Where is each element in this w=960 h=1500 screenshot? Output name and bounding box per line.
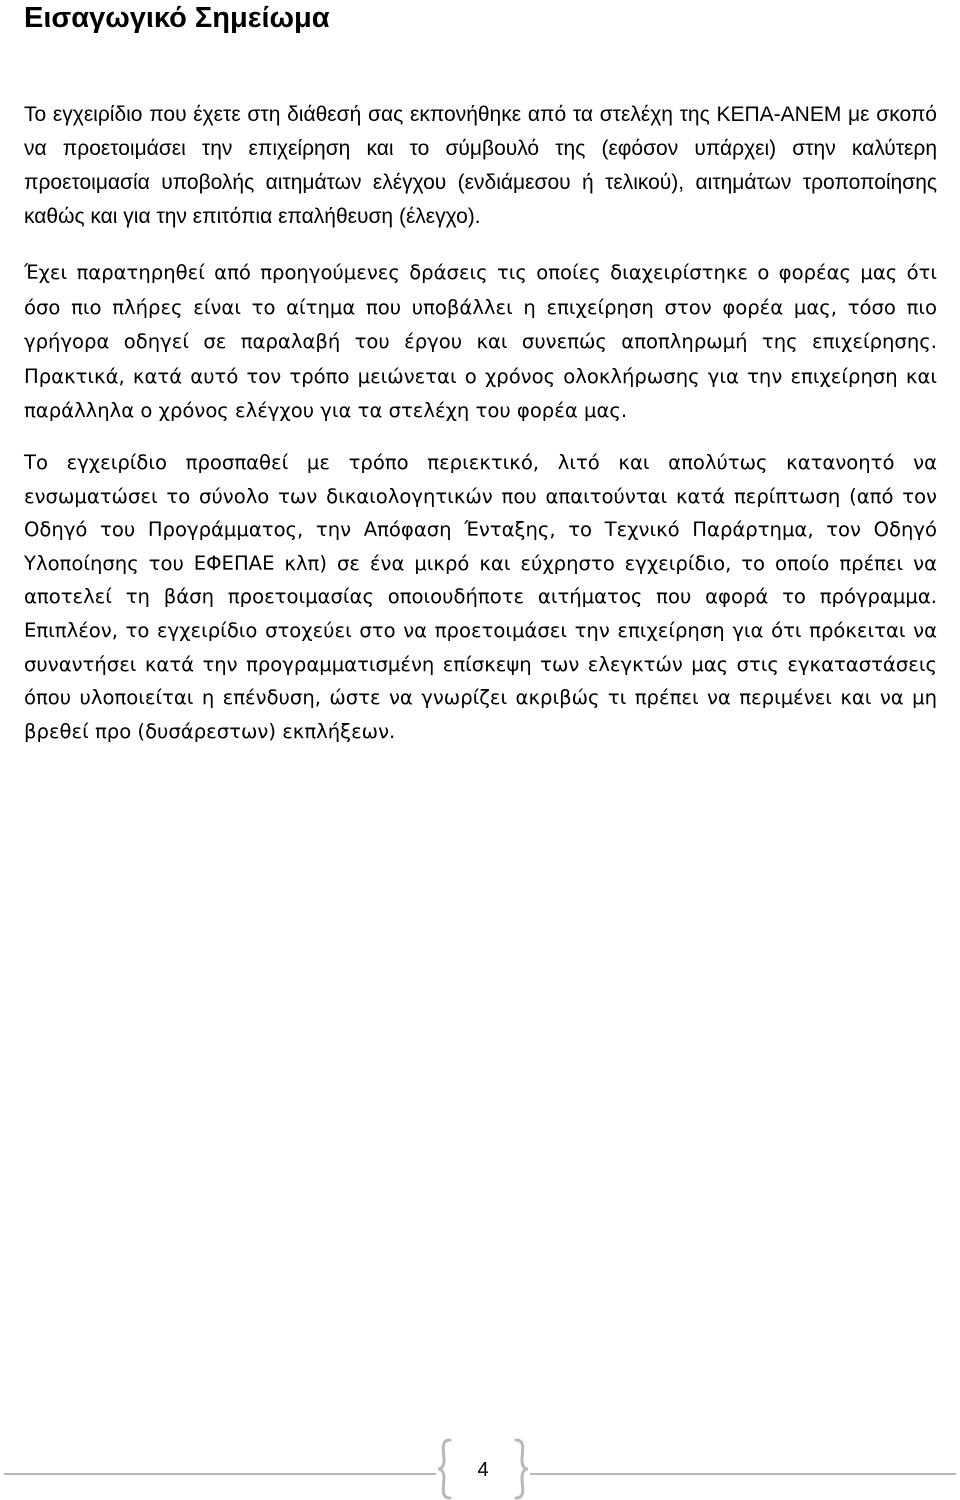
intro-paragraph-1: Το εγχειρίδιο που έχετε στη διάθεσή σας εκπονήθηκε από τα στελέχη της ΚΕΠΑ-ΑΝΕΜ με σκοπό να προετοιμάσει την επιχείρηση και το σύμβουλό της (εφόσον υπάρχει) στην καλύτερη προετοιμασία υποβολής αιτημάτων ελέγχου (ενδιάμεσου ή τελικού), αιτημάτων τροποποίησης καθώς και για την επιτόπια επαλήθευση (έλεγχο). bbox=[24, 103, 937, 228]
intro-paragraph-2: Έχει παρατηρηθεί από προηγούμενες δράσεις τις οποίες διαχειρίστηκε ο φορέας μας ότι όσο πιο πλήρες είναι το αίτημα που υποβάλλει η επιχείρηση στον φορέα μας, τόσο πιο γρήγορα οδηγεί σε παραλαβή του έργου και συνεπώς αποπληρωμή της επιχείρησης. Πρακτικά, κατά αυτό τον τρόπο μειώνεται ο χρόνος ολοκλήρωσης για την επιχείρηση και παράλληλα ο χρόνος ελέγχου για τα στελέχη του φορέα μας. bbox=[24, 261, 937, 422]
page-number: 4 bbox=[477, 1459, 489, 1481]
page-number-badge bbox=[436, 1438, 530, 1500]
intro-paragraph-3: Το εγχειρίδιο προσπαθεί με τρόπο περιεκτικό, λιτό και απολύτως κατανοητό να ενσωματώσει το σύνολο των δικαιολογητικών που απαιτούνται κατά περίπτωση (από τον Οδηγό του Προγράμματος, την Απόφαση Ένταξης, το Τεχνικό Παράρτημα, τον Οδηγό Υλοποίησης του ΕΦΕΠΑΕ κλπ) σε ένα μικρό και εύχρηστο εγχειρίδιο, το οποίο πρέπει να αποτελεί τη βάση προετοιμασίας οποιουδήποτε αιτήματος που αφορά το πρόγραμμα. Επιπλέον, το εγχειρίδιο στοχεύει στο να προετοιμάσει την επιχείρηση για ότι πρόκειται να συναντήσει κατά την προγραμματισμένη επίσκεψη των ελεγκτών μας στις εγκαταστάσεις όπου υλοποιείται η επένδυση, ώστε να γνωρίζει ακριβώς τι πρέπει να περιμένει και να μη βρεθεί προ (δυσάρεστων) εκπλήξεων. bbox=[24, 451, 937, 743]
page-title: Εισαγωγικό Σημείωμα bbox=[24, 2, 330, 34]
